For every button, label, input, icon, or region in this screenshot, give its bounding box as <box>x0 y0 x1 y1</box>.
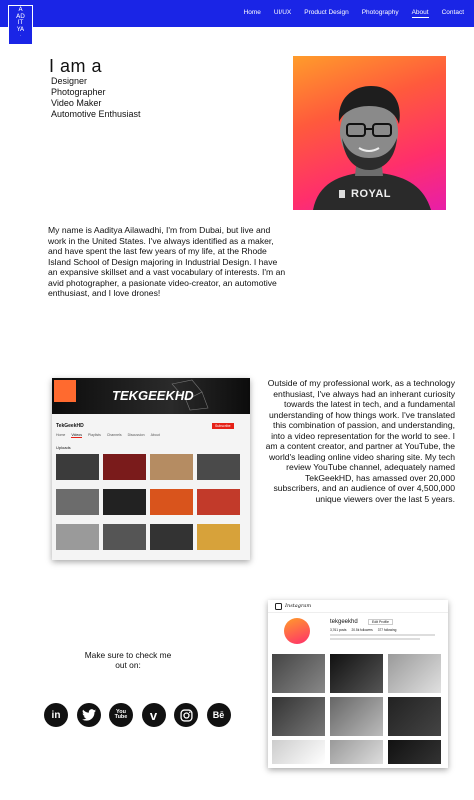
intro-title: I am a <box>49 56 103 76</box>
instagram-profile-screenshot <box>268 600 448 768</box>
video-thumbnail[interactable] <box>197 524 240 550</box>
video-thumbnail[interactable] <box>56 524 99 550</box>
instagram-camera-icon <box>275 603 282 610</box>
linkedin-icon[interactable]: in <box>44 703 68 727</box>
channel-tabs <box>56 433 160 438</box>
instagram-post[interactable] <box>272 654 325 693</box>
shirt-text: ROYAL <box>351 188 391 200</box>
posts-count: 3,761 posts <box>330 628 347 632</box>
instagram-app-name: Instagram <box>285 603 312 609</box>
youtube-icon[interactable]: You Tube <box>109 703 133 727</box>
profile-stats <box>330 628 396 632</box>
twitter-icon[interactable] <box>77 703 101 727</box>
site-logo[interactable]: A AD IT YA . <box>8 5 33 45</box>
following-count: 377 following <box>377 628 397 632</box>
video-thumbnail[interactable] <box>103 524 146 550</box>
role-item: Video Maker <box>51 98 102 108</box>
youtube-channel-screenshot <box>52 378 250 560</box>
banner-text: TEKGEEKHD <box>112 388 194 403</box>
channel-name: TekGeekHD <box>56 423 84 429</box>
vimeo-icon[interactable]: v <box>142 703 166 727</box>
nav-links <box>231 9 464 18</box>
uploads-label: Uploads <box>56 445 71 450</box>
tab-home[interactable]: Home <box>56 433 66 437</box>
instagram-post[interactable] <box>388 654 441 693</box>
profile-avatar <box>284 618 310 644</box>
bio-paragraph: My name is Aaditya Ailawadhi, I'm from Dubai, but live and work in the United States. I've always identified as a maker, and have spent the last few years of my life, at the Rhode Island School of Design majoring in Industrial Design. I have an expansive skillset and a vast vocabulary of interests. I'm an avid photographer, a pasionate video-creator, an automotive enthusiast, and I love drones! <box>48 225 286 298</box>
youtube-banner <box>52 378 250 414</box>
instagram-icon[interactable] <box>174 703 198 727</box>
subscribe-button[interactable]: Subscribe <box>212 423 234 429</box>
role-item: Automotive Enthusiast <box>51 109 141 119</box>
video-thumbnail[interactable] <box>197 454 240 480</box>
video-thumbnail[interactable] <box>56 489 99 515</box>
followers-count: 20.5k followers <box>351 628 373 632</box>
tab-discussion[interactable]: Discussion <box>127 433 145 437</box>
instagram-post[interactable] <box>272 697 325 736</box>
video-thumbnail[interactable] <box>150 524 193 550</box>
nav-home[interactable]: Home <box>243 9 261 16</box>
portrait-photo <box>293 56 446 210</box>
instagram-post[interactable] <box>388 740 441 764</box>
tab-channels[interactable]: Channels <box>106 433 122 437</box>
video-thumbnail[interactable] <box>150 454 193 480</box>
video-thumbnail[interactable] <box>103 454 146 480</box>
instagram-post[interactable] <box>330 697 383 736</box>
instagram-post[interactable] <box>330 654 383 693</box>
role-item: Designer <box>51 76 88 86</box>
social-links <box>44 703 239 727</box>
nav-about[interactable]: About <box>411 9 429 16</box>
nav-product-design[interactable]: Product Design <box>304 9 349 16</box>
instagram-post[interactable] <box>272 740 325 764</box>
video-thumbnail[interactable] <box>197 489 240 515</box>
role-item: Photographer <box>51 87 106 97</box>
behance-icon[interactable]: Bē <box>207 703 231 727</box>
nav-contact[interactable]: Contact <box>441 9 464 16</box>
nav-ui-ux[interactable]: UI/UX <box>273 9 292 16</box>
check-me-out-text: Make sure to check me out on: <box>84 650 172 670</box>
profile-username: tekgeekhd <box>330 619 358 625</box>
tab-playlists[interactable]: Playlists <box>87 433 101 437</box>
top-nav-bar <box>0 0 474 27</box>
edit-profile-button[interactable]: Edit Profile <box>368 619 393 625</box>
video-thumbnail[interactable] <box>150 489 193 515</box>
nav-photography[interactable]: Photography <box>361 9 399 16</box>
video-thumbnail[interactable] <box>103 489 146 515</box>
tab-videos[interactable]: Videos <box>71 433 82 437</box>
tab-about[interactable]: About <box>150 433 160 437</box>
instagram-post[interactable] <box>330 740 383 764</box>
story-paragraph: Outside of my professional work, as a technology enthusiast, I've always had an inherant curiosity towards the latest in tech, and a fundamental understanding of how things work. I've translated this combination of passion, and understanding, into a video representation for the world to see. I am a content creator, and partner at YouTube, the world's leading online video sharing site. My tech review YouTube channel, adequately named TekGeekHD, has amassed over 20,000 subscribers, and an audience of over 4,500,000 unique viewers over the last 5 years. <box>265 378 455 504</box>
roles-list <box>51 76 141 120</box>
video-thumbnail[interactable] <box>56 454 99 480</box>
instagram-post[interactable] <box>388 697 441 736</box>
